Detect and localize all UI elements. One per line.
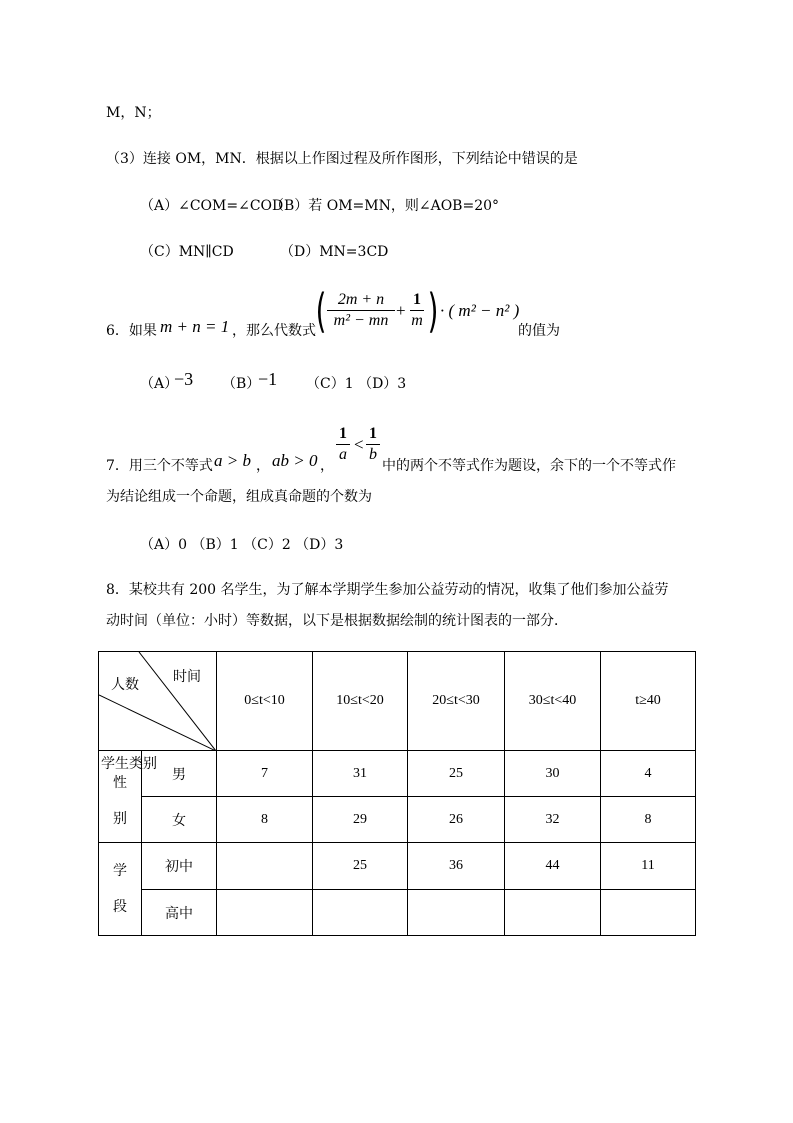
- q7-ineq2: ab > 0: [272, 451, 318, 470]
- q6-mid: ，那么代数式: [232, 323, 316, 339]
- table-row: [99, 890, 696, 936]
- corner-cell: [99, 652, 217, 772]
- table-cell: [313, 890, 408, 936]
- row-label-male: 男: [142, 751, 217, 797]
- table-cell: [601, 890, 696, 936]
- q7-options: （A）0 （B）1 （C）2 （D）3: [140, 537, 344, 553]
- q7-frac-left: [336, 424, 350, 465]
- q6-open-paren: (: [315, 284, 327, 338]
- q6-frac2: [410, 290, 424, 331]
- table-header-row: [99, 652, 696, 751]
- table-cell: 36: [408, 843, 505, 890]
- table-cell: 7: [217, 751, 313, 797]
- q6-option-b-value: −1: [258, 369, 278, 389]
- table-cell: [217, 843, 313, 890]
- q6-option-a-value: −3: [174, 369, 194, 389]
- q8-line2: 动时间（单位：小时）等数据，以下是根据数据绘制的统计图表的一部分．: [106, 613, 568, 629]
- table-cell: 25: [313, 843, 408, 890]
- q5-mn-line: M，N；: [106, 105, 161, 121]
- q6-prefix: 6．如果: [106, 323, 157, 339]
- q6-option-b-label: （B）: [222, 376, 261, 392]
- group-stage: [99, 843, 142, 936]
- row-label-junior: 初中: [142, 843, 217, 890]
- corner-category-label: 学生类别: [101, 756, 157, 772]
- q6-close-paren: ): [427, 284, 439, 338]
- q6-plus: +: [396, 301, 406, 320]
- q7-line2: 为结论组成一个命题，组成真命题的个数为: [106, 489, 372, 505]
- table-cell: 30: [505, 751, 601, 797]
- group-stage-top: 学: [113, 863, 127, 879]
- q6-options-cd: （C）1 （D）3: [306, 376, 407, 392]
- table-row: [99, 843, 696, 890]
- q7-frac-right-num: 1: [366, 424, 380, 445]
- q8-line1: 8．某校共有 200 名学生，为了解本学期学生参加公益劳动的情况，收集了他们参加公益劳: [106, 582, 669, 598]
- group-stage-bottom: 段: [113, 899, 127, 915]
- table-cell: 25: [408, 751, 505, 797]
- q6-suffix: 的值为: [518, 323, 560, 339]
- col-header-2: 20≤t<30: [408, 652, 505, 751]
- q7-sep1: ，: [256, 458, 270, 474]
- table-cell: 4: [601, 751, 696, 797]
- q7-suffix: 中的两个不等式作为题设，余下的一个不等式作: [382, 458, 676, 474]
- q7-frac-right: [366, 424, 380, 465]
- col-header-1: 10≤t<20: [313, 652, 408, 751]
- corner-count-label: 人数: [111, 677, 139, 693]
- table-cell: 11: [601, 843, 696, 890]
- q7-ineq1: a > b: [214, 451, 251, 470]
- q5-option-a: （A）∠COM=∠COD: [140, 198, 284, 214]
- q6-frac1: [327, 290, 395, 331]
- corner-time-label: 时间: [173, 669, 201, 685]
- q5-option-d: （D）MN=3CD: [280, 244, 389, 260]
- table-cell: [505, 890, 601, 936]
- q6-factor: · ( m² − n² ): [440, 301, 520, 320]
- q7-frac-left-num: 1: [336, 424, 350, 445]
- table-cell: 29: [313, 797, 408, 843]
- q7-sep2: ，: [320, 458, 334, 474]
- q5-option-b: （B）若 OM=MN，则∠AOB=20°: [270, 198, 500, 214]
- q7-frac-right-den: b: [369, 446, 377, 463]
- q7-frac-left-den: a: [339, 446, 347, 463]
- q5-option-c: （C）MN∥CD: [140, 244, 234, 260]
- col-header-0: 0≤t<10: [217, 652, 313, 751]
- table-cell: 8: [217, 797, 313, 843]
- q6-condition: m + n = 1: [160, 317, 230, 336]
- table-row: [99, 797, 696, 843]
- table-cell: [217, 890, 313, 936]
- q7-prefix: 7．用三个不等式: [106, 458, 213, 474]
- q6-frac2-num: 1: [410, 290, 424, 311]
- q6-frac2-den: m: [411, 312, 423, 329]
- q6-frac1-num: 2m + n: [327, 290, 395, 311]
- table-cell: 32: [505, 797, 601, 843]
- group-gender-bottom: 别: [113, 810, 127, 827]
- stat-table: [98, 651, 696, 936]
- q7-ineq3-op: <: [354, 435, 364, 454]
- row-label-female: 女: [142, 797, 217, 843]
- table-cell: 44: [505, 843, 601, 890]
- row-label-senior: 高中: [142, 890, 217, 936]
- q5-step3: （3）连接 OM，MN．根据以上作图过程及所作图形，下列结论中错误的是: [106, 151, 578, 167]
- q6-frac1-den: m² − mn: [333, 312, 389, 329]
- table-cell: 31: [313, 751, 408, 797]
- col-header-4: t≥40: [601, 652, 696, 751]
- table-row: [99, 751, 696, 797]
- table-cell: [408, 890, 505, 936]
- col-header-3: 30≤t<40: [505, 652, 601, 751]
- table-cell: 8: [601, 797, 696, 843]
- table-cell: 26: [408, 797, 505, 843]
- q6-option-a-label: （A）: [140, 376, 179, 392]
- group-gender-top: 性: [113, 774, 127, 791]
